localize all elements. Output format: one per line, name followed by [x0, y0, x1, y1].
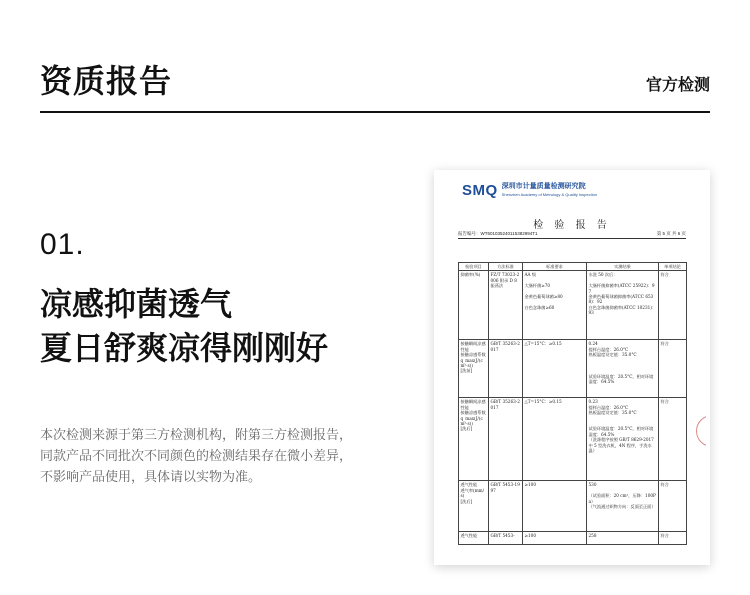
smq-logo — [462, 182, 597, 199]
logo-en-text: Shenzhen Academy of Metrology & Quality Inspection — [501, 191, 598, 197]
column-header: 实测结果 — [587, 263, 659, 271]
table-cell-conclusion: 符合 — [659, 398, 687, 481]
report-table — [458, 262, 687, 545]
official-test-label: 官方检测 — [645, 77, 710, 94]
report-paper — [434, 170, 710, 565]
headline-line-2: 夏日舒爽凉得刚刚好 — [40, 330, 329, 366]
table-cell-item: 透气性能 — [459, 532, 489, 545]
table-cell-conclusion: 符合 — [659, 532, 687, 545]
table-cell-method: FZ/T 73023-2006 附录 D 8 振荡法 — [489, 271, 523, 340]
logo-cn-text: 深圳市计量质量检测研究院 — [501, 182, 586, 190]
report-table-header — [459, 263, 687, 271]
description-line-1: 本次检测来源于第三方检测机构，附第三方检测报告， — [40, 427, 353, 442]
page-title: 资质报告 — [40, 63, 173, 99]
table-cell-req: AA 级 大肠杆菌≥70 金黄色葡萄球菌≥80 白色念珠菌≥60 — [523, 271, 587, 340]
column-header: 检验项目 — [459, 263, 489, 271]
headline-line-1: 凉感抑菌透气 — [40, 286, 233, 322]
table-row — [459, 271, 687, 340]
table-row — [459, 398, 687, 481]
column-header: 标准要求 — [523, 263, 587, 271]
table-cell-method: GB/T 35263-2017 — [489, 340, 523, 398]
table-cell-method: GB/T 35263-2017 — [489, 398, 523, 481]
section-description — [40, 424, 370, 487]
table-cell-req: △T=15°C：≥0.15 — [523, 340, 587, 398]
description-line-2: 同款产品不同批次不同颜色的检测结果存在微小差异， — [40, 448, 353, 463]
table-row — [459, 532, 687, 545]
table-row — [459, 340, 687, 398]
report-page: 第 5 页 共 6 页 — [656, 231, 686, 236]
column-header: 方法标准 — [489, 263, 523, 271]
section-number: 01. — [40, 228, 85, 261]
description-line-3: 不影响产品使用，具体请以实物为准。 — [40, 469, 262, 484]
table-cell-method: GB/T 5453- — [489, 532, 523, 545]
table-cell-item: 抑菌率(%) — [459, 271, 489, 340]
logo-smq-text: SMQ — [462, 182, 498, 199]
table-row — [459, 481, 687, 532]
table-cell-result: 530 （试验面积：20 cm²，压降：100Pa） （气流通过织物方向：反面至正面） — [587, 481, 659, 532]
table-cell-result: 水洗 50 次后： 大肠杆菌抑菌率(ATCC 25922)：97 金黄色葡萄球菌抑菌率(ATCC 6538)：92 白色念珠菌抑菌率(ATCC 10231)：93 — [587, 271, 659, 340]
table-cell-req: △T=15°C：≥0.15 — [523, 398, 587, 481]
table-cell-req: ≥100 — [523, 481, 587, 532]
section-headline — [40, 282, 328, 370]
table-cell-item: 接触瞬间凉感性能 接触凉感系数 q_max(J/(cm²·s)) [洗后] — [459, 398, 489, 481]
table-cell-result: 258 — [587, 532, 659, 545]
table-cell-conclusion: 符合 — [659, 271, 687, 340]
table-cell-method: GB/T 5453-1997 — [489, 481, 523, 532]
header-divider — [40, 111, 710, 113]
report-number: 报告编号：WT601035240115382994T1 — [458, 231, 538, 236]
red-stamp — [696, 415, 728, 447]
table-cell-item: 透气性能 透气率(mm/s) [洗后] — [459, 481, 489, 532]
table-cell-result: 0.23 提样台温度：26.0°C 热板温度设定值：35.0°C 试验环境温度：20.5°C，相对环境湿度：64.5% （洗涤程序按照 GB/T 8629-2017 中 5 型洗衣机，4N 程序，手洗水温） — [587, 398, 659, 481]
table-cell-item: 接触瞬间凉感性能 接触凉感系数 q_max(J/(cm²·s)) [洗前] — [459, 340, 489, 398]
table-cell-result: 0.24 提样台温度：26.0°C 热板温度设定值：35.0°C 试验环境温度：20.5°C，相对环境湿度：64.5% — [587, 340, 659, 398]
test-report-image — [434, 170, 710, 565]
table-cell-conclusion: 符合 — [659, 340, 687, 398]
report-title: 检 验 报 告 — [533, 220, 611, 231]
table-cell-req: ≥100 — [523, 532, 587, 545]
column-header: 单项结论 — [659, 263, 687, 271]
report-divider — [458, 238, 686, 239]
table-cell-conclusion: 符合 — [659, 481, 687, 532]
